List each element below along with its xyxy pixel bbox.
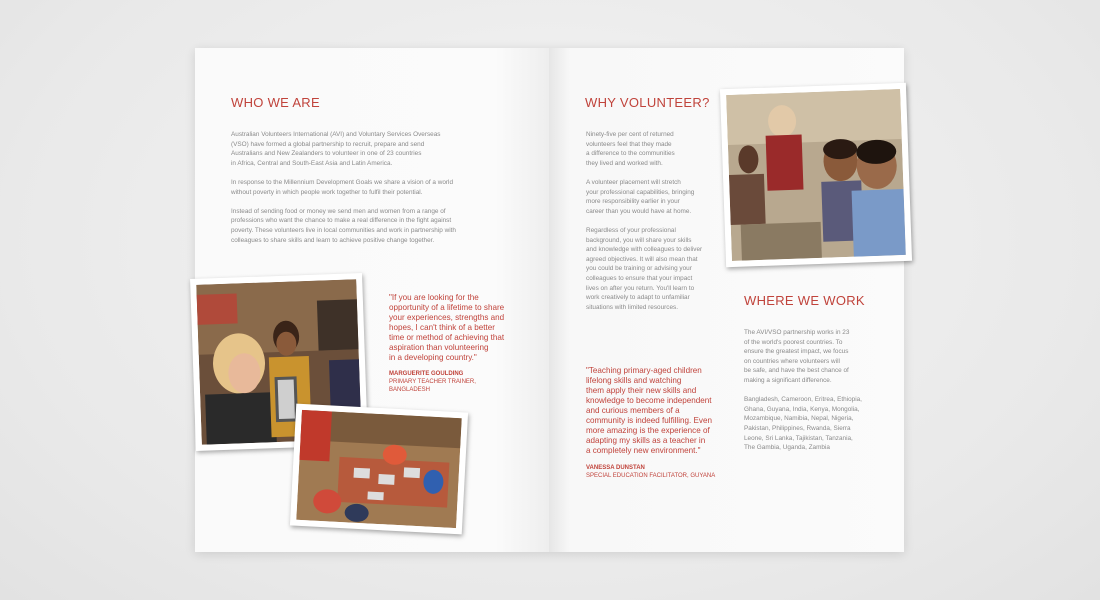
children-drawing-image <box>296 410 462 528</box>
dunstan-quote: "Teaching primary-aged children lifelong skills and watching them apply their new skills and knowledge to become independent and curious members of a community is indeed fulfilling. Even more amazing is the experience of adapting my skills as a teacher in a completely new environment." <box>586 366 712 455</box>
dunstan-attribution <box>586 464 756 480</box>
volunteer-with-children-image <box>726 89 906 261</box>
quote-author-role: PRIMARY TEACHER TRAINER, BANGLADESH <box>389 379 476 393</box>
goulding-attribution <box>389 370 539 394</box>
who-we-are-body <box>231 130 531 255</box>
who-we-are-paragraph: In response to the Millennium Development Goals we share a vision of a world without poverty in which people work together to fulfil their potential. <box>231 178 454 196</box>
quote-author-role: SPECIAL EDUCATION FACILITATOR, GUYANA <box>586 473 716 479</box>
countries-list: Bangladesh, Cameroon, Eritrea, Ethiopia, Ghana, Guyana, India, Kenya, Mongolia, Mozambique, Namibia, Nepal, Nigeria, Pakistan, Philippines, Rwanda, Sierra Leone, Sri Lanka, Tajikistan, Tanzania, The Gambia, Uganda, Zambia <box>744 396 862 452</box>
where-we-work-heading: WHERE WE WORK <box>744 293 865 308</box>
quote-author-name: MARGUERITE GOULDING <box>389 371 464 377</box>
volunteer-with-children-photo <box>720 83 912 267</box>
where-we-work-paragraph: The AVI/VSO partnership works in 23 of the world's poorest countries. To ensure the greatest impact, we focus on countries where volunteers will be safe, and have the best chance of making a significant difference. <box>744 329 850 384</box>
why-volunteer-paragraph: Regardless of your professional background, you will share your skills and knowledge with colleagues to deliver agreed objectives. It will also mean that you could be training or advising your colleagues to ensure that your impact lives on after you return. You'll learn to work creatively to adapt to unfamiliar situations with limited resources. <box>586 226 703 311</box>
brochure-spread <box>195 48 904 552</box>
goulding-quote: "If you are looking for the opportunity of a lifetime to share your experiences, strengths and hopes, I can't think of a better time or method of achieving that aspiration than volunteering in a developing country." <box>389 293 505 362</box>
who-we-are-paragraph: Australian Volunteers International (AVI) and Voluntary Services Overseas (VSO) have formed a global partnership to recruit, prepare and send Australians and New Zealanders to volunteer in one of 23 countries in Africa, Central and South-East Asia and Latin America. <box>231 131 441 167</box>
where-we-work-body <box>744 328 894 462</box>
right-page <box>549 48 904 552</box>
why-volunteer-body <box>586 130 721 322</box>
why-volunteer-heading: WHY VOLUNTEER? <box>585 95 710 110</box>
left-page <box>195 48 549 552</box>
who-we-are-paragraph: Instead of sending food or money we send men and women from a range of professions who want the chance to make a real difference in the fight against poverty. These volunteers live in local communities and work in partnership with colleagues to share skills and learn to achieve positive change together. <box>231 207 456 244</box>
quote-author-name: VANESSA DUNSTAN <box>586 465 645 471</box>
who-we-are-heading: WHO WE ARE <box>231 95 320 110</box>
children-drawing-photo <box>290 404 468 535</box>
why-volunteer-paragraph: Ninety-five per cent of returned volunteers feel that they made a difference to the communities they lived and worked with. <box>586 131 675 167</box>
why-volunteer-paragraph: A volunteer placement will stretch your professional capabilities, bringing more responsibility earlier in your career than you would have at home. <box>586 178 695 215</box>
